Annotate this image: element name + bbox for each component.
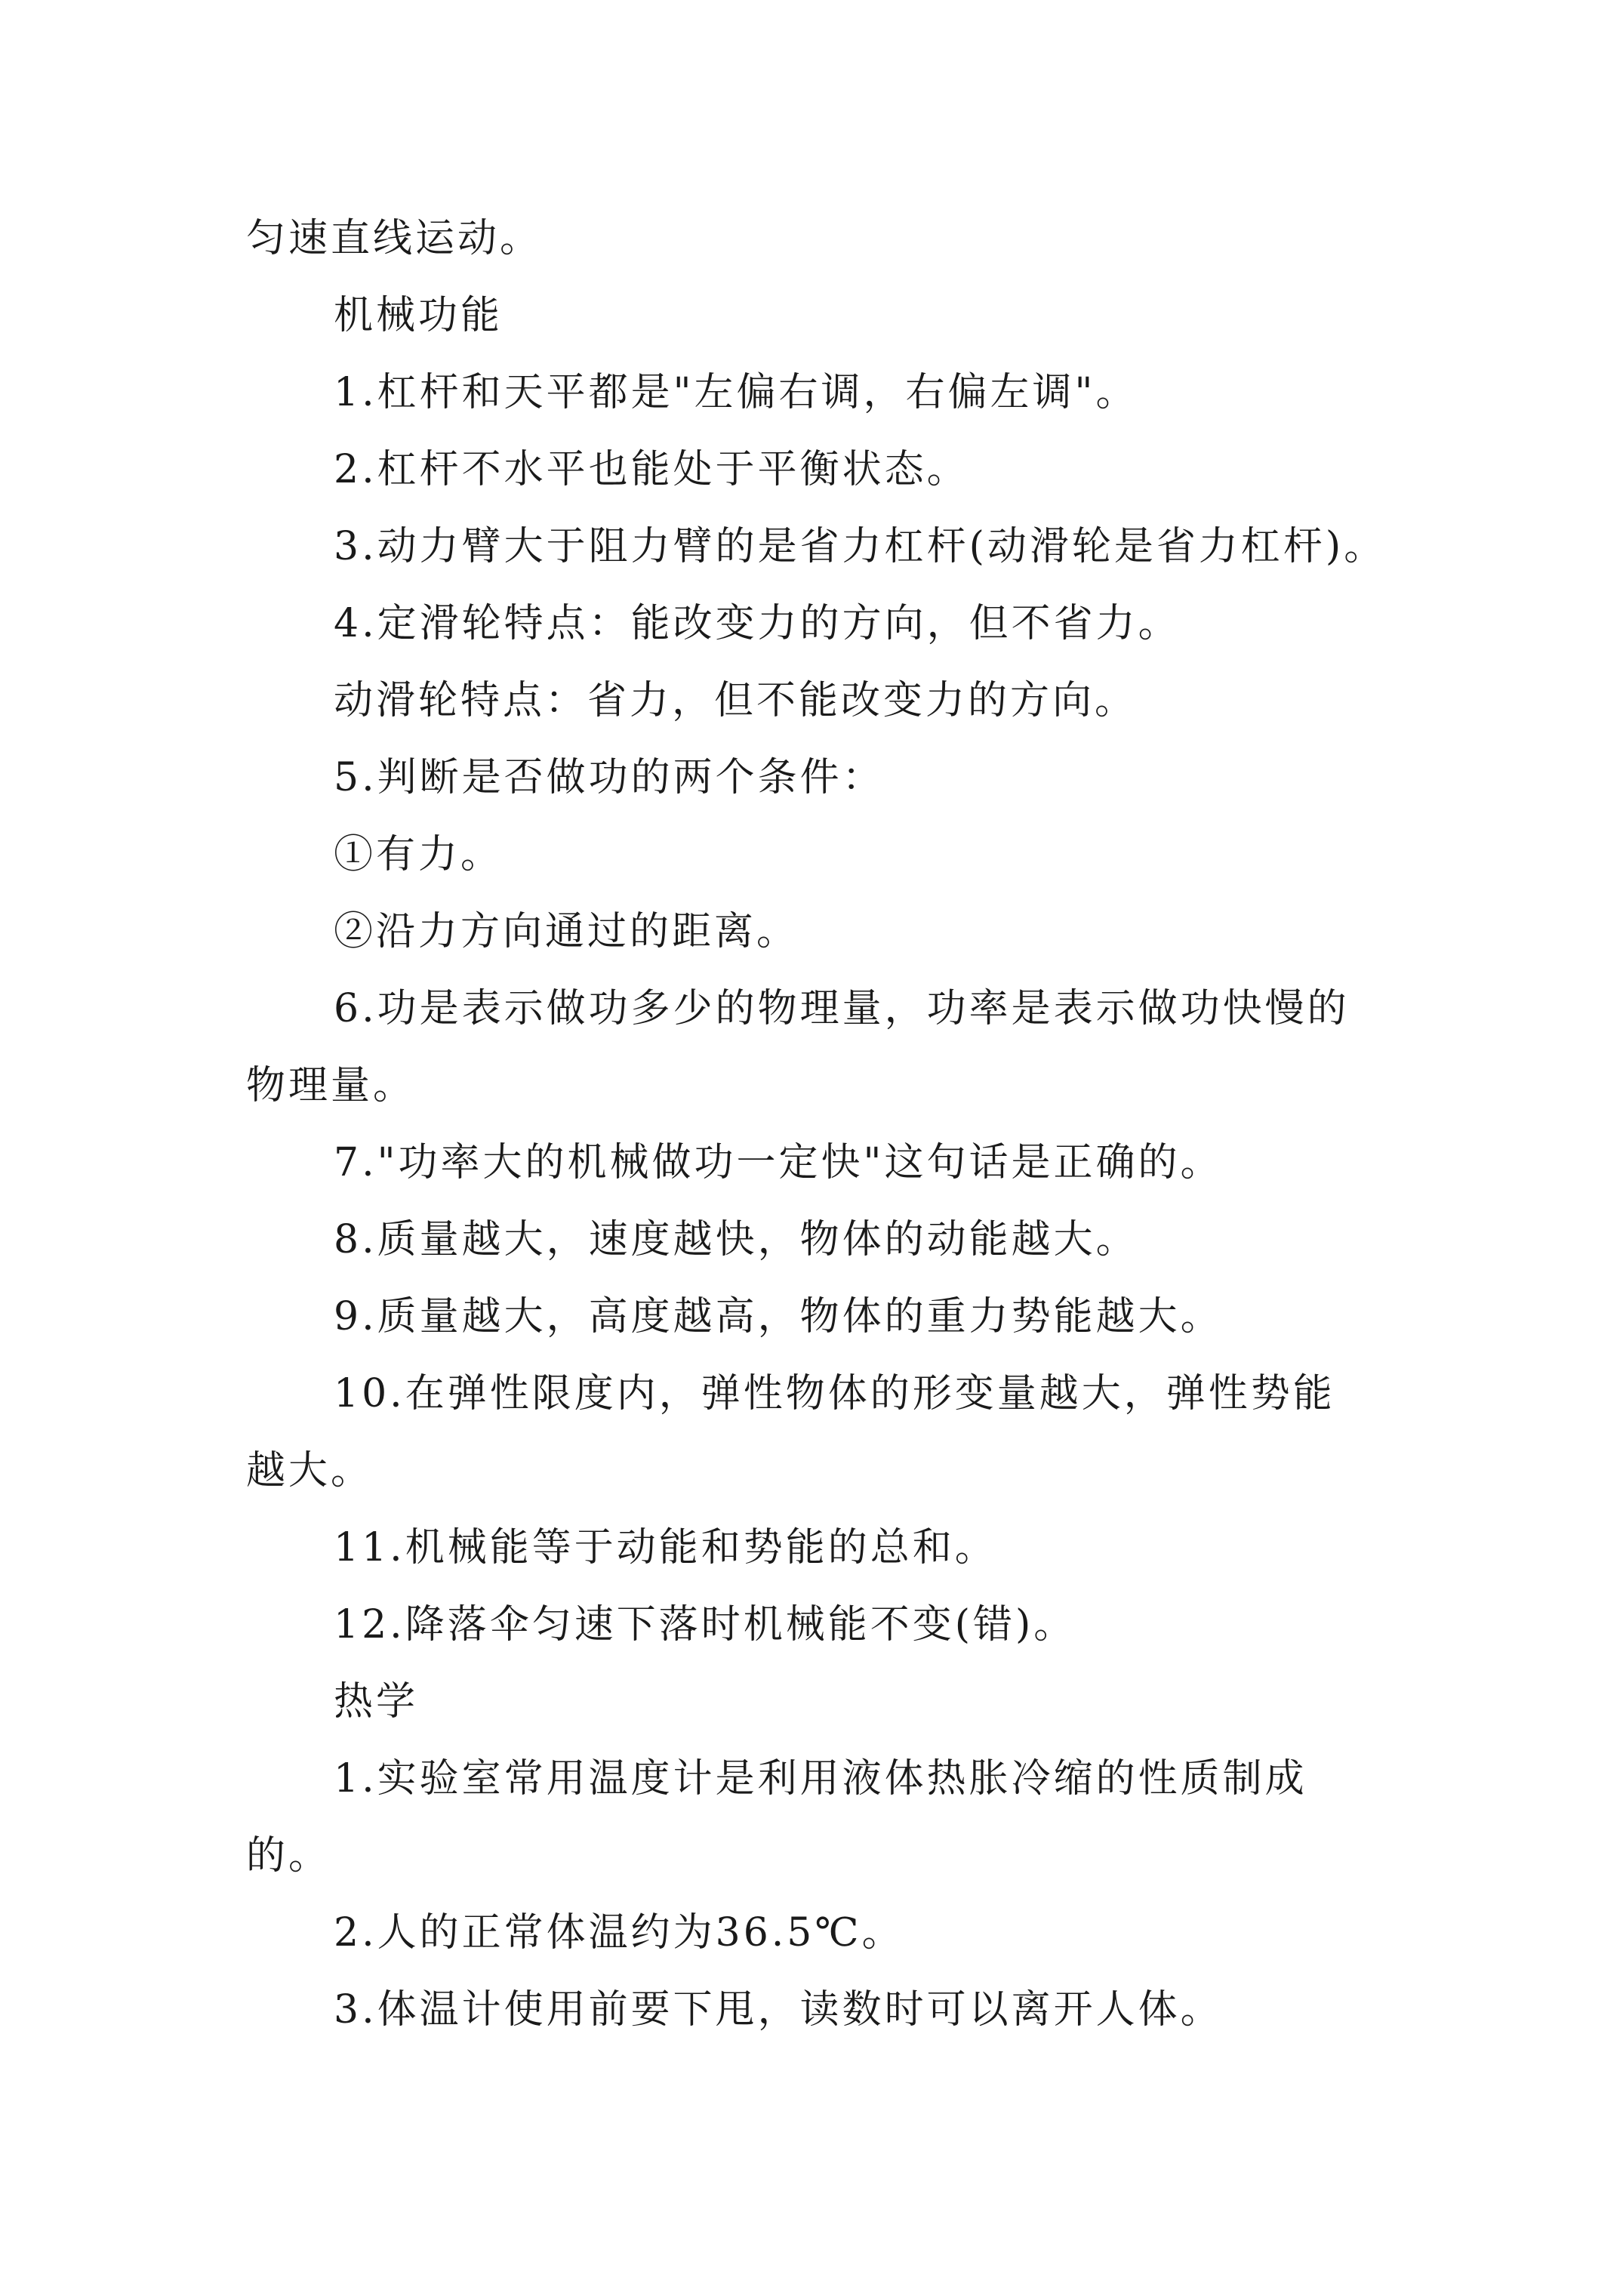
text-line: 12.降落伞匀速下落时机械能不变(错)。 xyxy=(334,1602,1076,1647)
text-line: 4.定滑轮特点：能改变力的方向，但不省力。 xyxy=(334,601,1181,646)
text-line: ②沿力方向通过的距离。 xyxy=(334,909,799,954)
text-line: 3.体温计使用前要下甩，读数时可以离开人体。 xyxy=(334,1987,1223,2032)
text-line: 8.质量越大，速度越快，物体的动能越大。 xyxy=(334,1217,1138,1262)
section-heading: 机械功能 xyxy=(334,293,504,338)
text-line: 9.质量越大，高度越高，物体的重力势能越大。 xyxy=(334,1294,1223,1339)
text-line: 10.在弹性限度内，弹性物体的形变量越大，弹性势能 xyxy=(334,1371,1335,1416)
text-line: 7."功率大的机械做功一定快"这句话是正确的。 xyxy=(334,1140,1223,1185)
text-line: 5.判断是否做功的两个条件： xyxy=(334,755,885,800)
text-line: 越大。 xyxy=(246,1448,374,1493)
text-line: 动滑轮特点：省力，但不能改变力的方向。 xyxy=(334,678,1138,723)
text-line: 6.功是表示做功多少的物理量，功率是表示做功快慢的 xyxy=(334,986,1350,1031)
text-line: 1.杠杆和天平都是"左偏右调，右偏左调"。 xyxy=(334,370,1138,415)
text-line: ①有力。 xyxy=(334,832,504,877)
text-line: 的。 xyxy=(246,1833,331,1878)
section-heading: 热学 xyxy=(334,1679,419,1724)
text-line: 3.动力臂大于阻力臂的是省力杠杆(动滑轮是省力杠杆)。 xyxy=(334,524,1387,569)
text-line: 物理量。 xyxy=(246,1063,416,1108)
text-line: 2.人的正常体温约为36.5℃。 xyxy=(334,1910,904,1955)
text-line: 11.机械能等于动能和势能的总和。 xyxy=(334,1525,997,1570)
text-line: 2.杠杆不水平也能处于平衡状态。 xyxy=(334,447,969,492)
text-line: 1.实验室常用温度计是利用液体热胀冷缩的性质制成 xyxy=(334,1756,1307,1801)
text-line: 匀速直线运动。 xyxy=(246,216,543,261)
